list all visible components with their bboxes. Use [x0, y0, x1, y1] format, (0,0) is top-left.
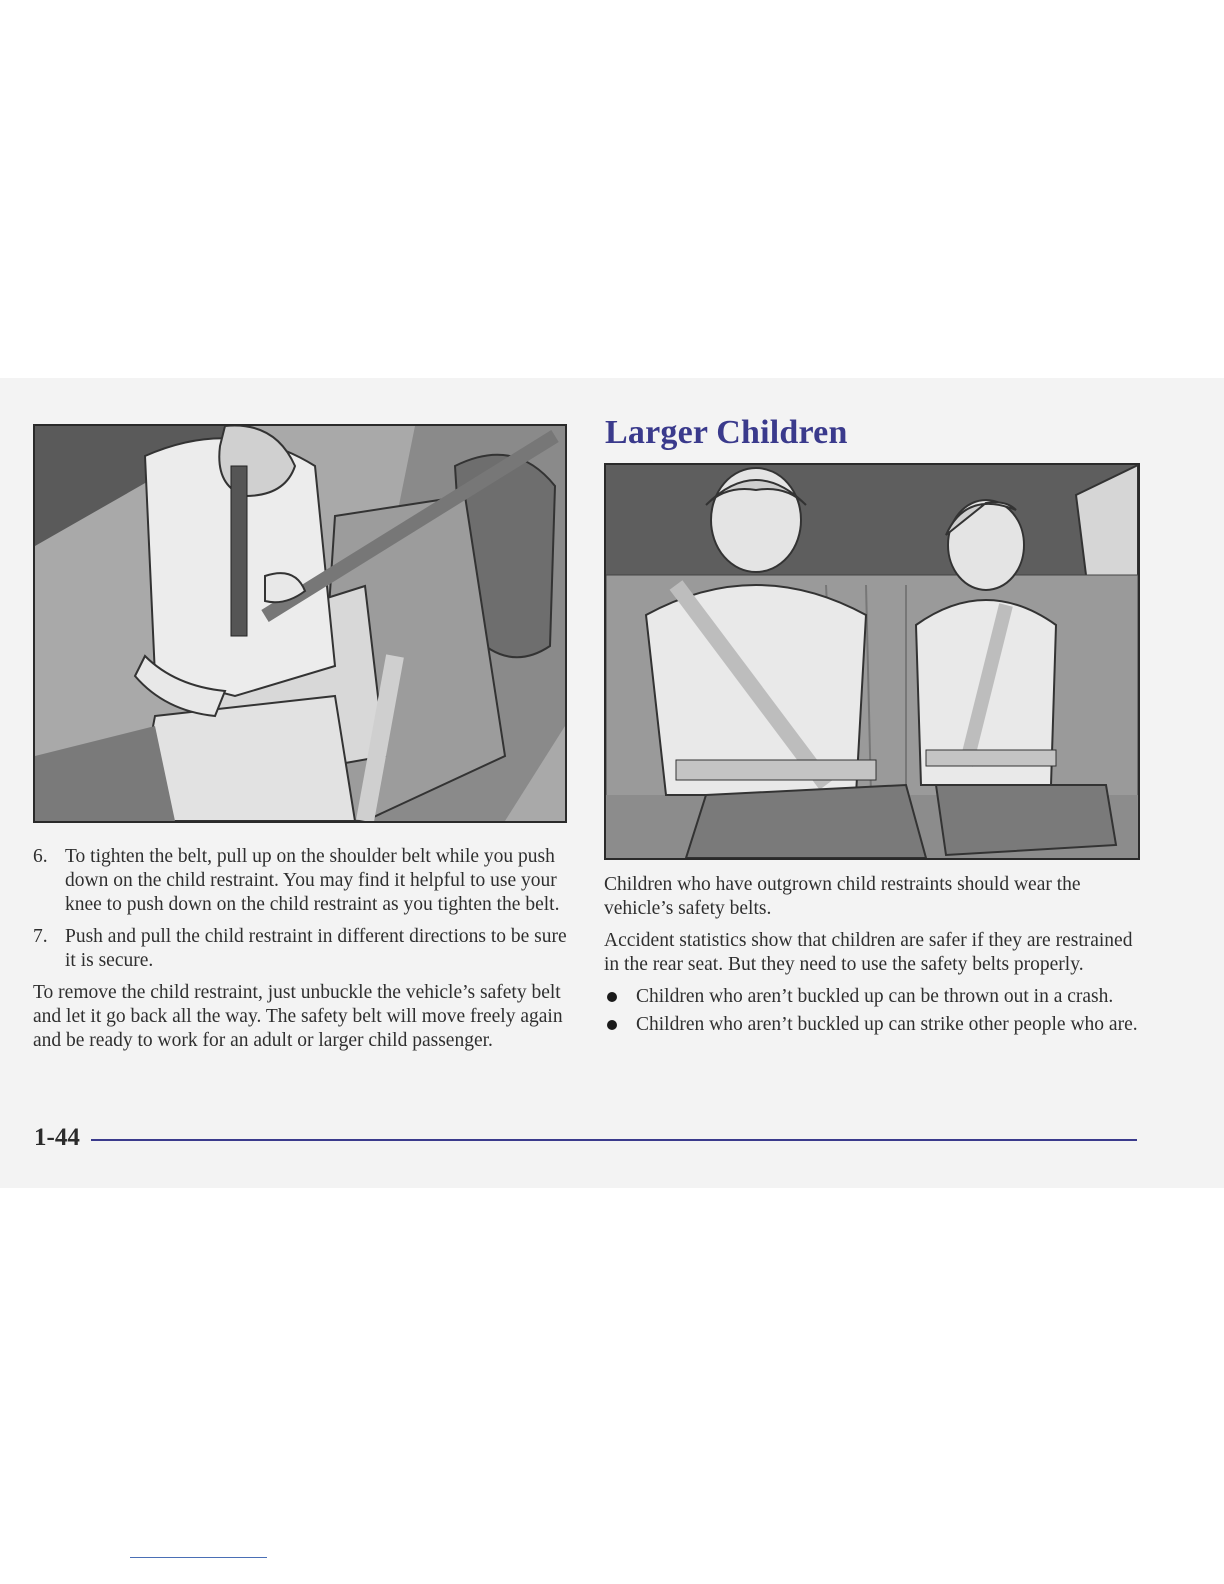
bullet-icon: [607, 992, 617, 1002]
bullet-item: [604, 1013, 1139, 1037]
step-text: To tighten the belt, pull up on the shoulder belt while you push down on the child restraint. You may find it helpful to use your knee to push down on the child restraint as you tighten the belt.: [65, 846, 560, 915]
right-column: [604, 873, 1139, 1041]
statistics-paragraph: Accident statistics show that children are safer if they are restrained in the rear seat. But they need to use the safety belts properly.: [604, 930, 1133, 975]
step-number: 7.: [33, 926, 48, 947]
bullet-item: [604, 985, 1139, 1009]
step-number: 6.: [33, 846, 48, 867]
child-restraint-illustration: [33, 424, 567, 823]
bullet-text: Children who aren’t buckled up can be thrown out in a crash.: [636, 986, 1114, 1007]
section-heading: Larger Children: [605, 414, 848, 451]
step-item: [33, 845, 568, 917]
larger-children-illustration: [604, 463, 1140, 860]
bullet-text: Children who aren’t buckled up can strike other people who are.: [636, 1014, 1138, 1035]
footer-rule: [91, 1139, 1137, 1141]
step-item: [33, 925, 568, 973]
bottom-divider: [130, 1557, 267, 1558]
page-number: 1-44: [34, 1124, 80, 1151]
step-text: Push and pull the child restraint in different directions to be sure it is secure.: [65, 926, 567, 971]
bullet-icon: [607, 1020, 617, 1030]
remove-restraint-paragraph: To remove the child restraint, just unbuckle the vehicle’s safety belt and let it go back all the way. The safety belt will move freely again and be ready to work for an adult or larger child passenger.: [33, 982, 563, 1051]
intro-paragraph: Children who have outgrown child restraints should wear the vehicle’s safety belts.: [604, 874, 1081, 919]
left-column: [33, 845, 568, 1061]
